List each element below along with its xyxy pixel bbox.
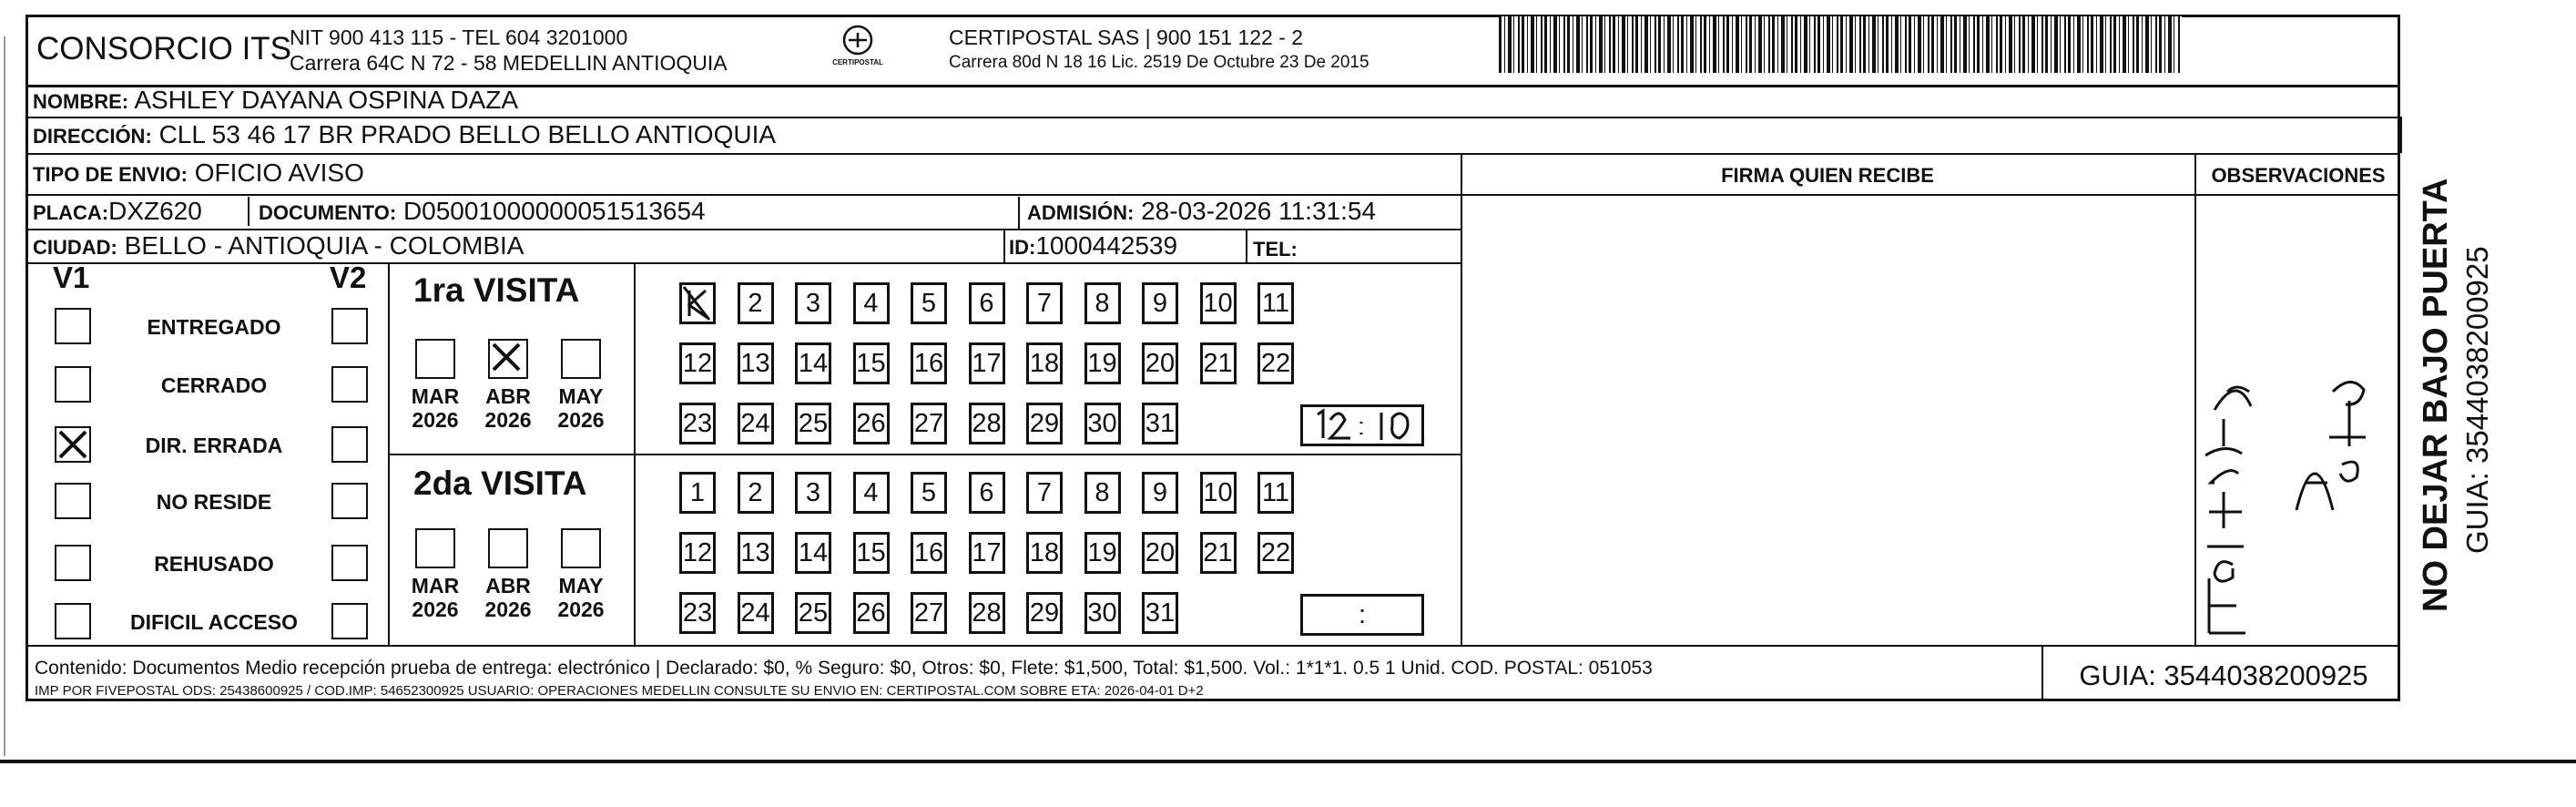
day-box[interactable]: 16	[911, 532, 947, 574]
month-year: 2026	[557, 598, 605, 621]
day-box[interactable]: 2	[738, 282, 774, 324]
day-box[interactable]: 8	[1084, 282, 1121, 324]
day-box[interactable]: 11	[1257, 472, 1294, 514]
day-box[interactable]: 22	[1257, 342, 1294, 384]
handwritten-time	[1305, 407, 1423, 444]
side-warning: NO DEJAR BAJO PUERTA	[2417, 178, 2455, 612]
divider	[1018, 197, 1020, 229]
day-box[interactable]: 10	[1200, 282, 1237, 324]
status-label: DIFICIL ACCESO	[129, 610, 298, 634]
v2-checkbox[interactable]	[331, 483, 368, 519]
type-label: TIPO DE ENVIO:	[33, 163, 188, 186]
name-value: ASHLEY DAYANA OSPINA DAZA	[134, 86, 519, 114]
day-box[interactable]: 15	[853, 342, 890, 384]
divider	[248, 197, 249, 226]
divider	[2400, 117, 2402, 153]
day-box[interactable]: 18	[1026, 532, 1063, 574]
row-line	[25, 262, 1461, 264]
doc-value: D05001000000051513654	[402, 197, 706, 225]
month-checkbox[interactable]	[415, 339, 455, 379]
v1-checkbox[interactable]	[55, 603, 91, 639]
bottom-rule	[0, 760, 2576, 763]
divider	[1461, 153, 1462, 645]
day-box[interactable]: 22	[1257, 532, 1294, 574]
city-value: BELLO - ANTIOQUIA - COLOMBIA	[124, 231, 524, 260]
day-box[interactable]: 31	[1142, 403, 1178, 444]
logo-icon	[838, 24, 878, 60]
company-nit: NIT 900 413 115 - TEL 604 3201000	[290, 26, 628, 49]
barcode	[1499, 16, 2182, 73]
day-box[interactable]: 13	[738, 532, 774, 574]
month-name: MAR	[411, 384, 460, 408]
footer-print-info: IMP POR FIVEPOSTAL ODS: 25438600925 / COD.IMP: 54652300925 USUARIO: OPERACIONES MEDELLIN CONSULTE SU ENVIO EN: CERTIPOSTAL.COM SOBRE ETA: 2026-04-01 D+2	[35, 683, 1204, 699]
day-box[interactable]: 28	[969, 403, 1005, 444]
month-name: MAY	[558, 574, 604, 598]
type-value: OFICIO AVISO	[194, 158, 364, 187]
status-label: NO RESIDE	[156, 490, 272, 514]
month-name: ABR	[485, 384, 531, 408]
v1-checkbox[interactable]	[55, 545, 91, 581]
day-box[interactable]: 11	[1257, 282, 1294, 324]
day-box[interactable]: 14	[795, 342, 831, 384]
v2-checkbox[interactable]	[331, 308, 368, 344]
v1-checkbox[interactable]	[55, 483, 91, 519]
day-box[interactable]: 21	[1200, 342, 1237, 384]
day-box[interactable]: 18	[1026, 342, 1063, 384]
observation-word-1	[0, 0, 1, 1]
footer-contents: Contenido: Documentos Medio recepción prueba de entrega: electrónico | Declarado: $0, % Seguro: $0, Otros: $0, Flete: $1,500, Total: $1,500. Vol.: 1*1*1. 0.5 1 Unid. COD. POSTAL: 051053	[35, 658, 1653, 679]
v2-checkbox[interactable]	[331, 545, 368, 581]
month-name: MAR	[411, 574, 460, 598]
v1-label: V1	[53, 260, 90, 294]
day-box[interactable]: 6	[969, 472, 1005, 514]
month-year: 2026	[484, 408, 532, 432]
day-box[interactable]: 9	[1142, 282, 1178, 324]
row-line	[25, 117, 2400, 118]
day-box[interactable]: 16	[911, 342, 947, 384]
admission-value: 28-03-2026 11:31:54	[1141, 197, 1377, 225]
id-value: 1000442539	[1035, 231, 1178, 260]
month-year: 2026	[412, 598, 459, 621]
day-box[interactable]: 20	[1142, 532, 1178, 574]
day-box[interactable]: 27	[911, 403, 947, 444]
name-label: NOMBRE:	[33, 90, 129, 113]
day-box[interactable]: 21	[1200, 532, 1237, 574]
month-label	[550, 384, 612, 432]
month-checkbox[interactable]	[415, 528, 455, 568]
day-box[interactable]: 5	[911, 282, 947, 324]
left-stub	[4, 36, 5, 756]
day-box[interactable]: 3	[795, 472, 831, 514]
month-checkbox[interactable]	[561, 528, 601, 568]
day-box[interactable]: 5	[911, 472, 947, 514]
side-guia: GUIA: 3544038200925	[2460, 246, 2494, 554]
name-row	[33, 86, 518, 115]
v1-checkbox[interactable]	[55, 366, 91, 403]
month-name: MAY	[558, 384, 604, 408]
address-label: DIRECCIÓN:	[33, 125, 152, 148]
day-box[interactable]: 14	[795, 532, 831, 574]
visit1-time[interactable]	[1300, 404, 1424, 446]
day-box[interactable]: 25	[795, 592, 831, 634]
visit2-time[interactable]: :	[1300, 594, 1424, 636]
day-box[interactable]: 1	[679, 472, 716, 514]
day-box[interactable]: 3	[795, 282, 831, 324]
city-row	[33, 231, 524, 260]
day-box[interactable]: 23	[679, 592, 716, 634]
day-box[interactable]: 10	[1200, 472, 1237, 514]
day-box[interactable]: 17	[969, 532, 1005, 574]
day-box[interactable]: 19	[1084, 342, 1121, 384]
day-box[interactable]: 30	[1084, 592, 1121, 634]
day-box[interactable]: 23	[679, 403, 716, 444]
logo-text: CERTIPOSTAL	[832, 58, 883, 66]
day-box[interactable]: 4	[853, 282, 890, 324]
day-box[interactable]: 9	[1142, 472, 1178, 514]
tel-label: TEL:	[1253, 238, 1298, 260]
admission-row	[1027, 197, 1376, 226]
city-label: CIUDAD:	[33, 236, 117, 259]
observations-text	[0, 0, 1, 1]
day-box[interactable]: 17	[969, 342, 1005, 384]
provider-name: CERTIPOSTAL SAS | 900 151 122 - 2	[949, 26, 1304, 49]
address-row	[33, 120, 776, 149]
v1-checkbox[interactable]	[55, 308, 91, 344]
day-box[interactable]: 30	[1084, 403, 1121, 444]
divider	[1003, 229, 1005, 262]
provider-address: Carrera 80d N 18 16 Lic. 2519 De Octubre 23 De 2015	[949, 53, 1369, 72]
visit1-time-text	[1303, 407, 1304, 408]
plate-row	[33, 197, 202, 226]
day-box[interactable]: 28	[969, 592, 1005, 634]
day-box[interactable]: 7	[1026, 472, 1063, 514]
admission-label: ADMISIÓN:	[1027, 201, 1135, 224]
day-box[interactable]: 31	[1142, 592, 1178, 634]
day-box[interactable]: 29	[1026, 592, 1063, 634]
month-checkbox[interactable]	[488, 339, 528, 379]
month-label	[404, 574, 466, 621]
plate-value: DXZ620	[108, 197, 202, 225]
observations-handwriting	[2196, 273, 2400, 638]
month-checkbox[interactable]	[561, 339, 601, 379]
day-box[interactable]: 26	[853, 592, 890, 634]
plate-label: PLACA:	[33, 201, 109, 224]
divider	[2041, 645, 2043, 701]
month-label	[477, 384, 539, 432]
row-line	[388, 454, 1461, 455]
doc-label: DOCUMENTO:	[259, 201, 397, 224]
v1-checkbox[interactable]	[55, 426, 91, 463]
id-label: ID:	[1009, 236, 1036, 259]
day-box[interactable]: 24	[738, 592, 774, 634]
certipostal-logo	[830, 24, 885, 75]
id-row	[1009, 231, 1177, 260]
day-box[interactable]: 15	[853, 532, 890, 574]
day-box[interactable]: 24	[738, 403, 774, 444]
status-label: DIR. ERRADA	[145, 434, 283, 457]
day-box[interactable]: 7	[1026, 282, 1063, 324]
footer-guia: GUIA: 3544038200925	[2079, 659, 2368, 691]
address-value: CLL 53 46 17 BR PRADO BELLO BELLO ANTIOQUIA	[158, 120, 777, 148]
day-box[interactable]: 4	[853, 472, 890, 514]
doc-row	[259, 197, 706, 226]
v2-checkbox[interactable]	[331, 426, 368, 463]
day-box[interactable]: 20	[1142, 342, 1178, 384]
company-address: Carrera 64C N 72 - 58 MEDELLIN ANTIOQUIA	[290, 51, 728, 75]
visit2-title: 2da VISITA	[413, 465, 587, 502]
v2-label: V2	[330, 260, 367, 294]
status-label: REHUSADO	[154, 552, 274, 576]
day-box[interactable]: 29	[1026, 403, 1063, 444]
day-box[interactable]: 6	[969, 282, 1005, 324]
day-box[interactable]: 13	[738, 342, 774, 384]
row-line	[25, 645, 2400, 647]
tel-row	[1253, 233, 1298, 262]
row-line	[25, 153, 2400, 155]
v2-checkbox[interactable]	[331, 366, 368, 403]
type-row	[33, 158, 364, 188]
day-box[interactable]: 27	[911, 592, 947, 634]
status-label: CERRADO	[160, 373, 268, 397]
month-label	[477, 574, 539, 621]
day-box[interactable]	[679, 282, 716, 324]
day-box[interactable]: 19	[1084, 532, 1121, 574]
month-year: 2026	[484, 598, 532, 621]
day-box[interactable]: 8	[1084, 472, 1121, 514]
day-box[interactable]: 26	[853, 403, 890, 444]
month-checkbox[interactable]	[488, 528, 528, 568]
day-box[interactable]: 25	[795, 403, 831, 444]
observations-header: OBSERVACIONES	[2211, 164, 2386, 187]
v2-checkbox[interactable]	[331, 603, 368, 639]
visit1-title: 1ra VISITA	[413, 271, 580, 309]
month-year: 2026	[557, 408, 605, 432]
row-line	[25, 194, 2400, 196]
month-year: 2026	[412, 408, 459, 432]
signature-header: FIRMA QUIEN RECIBE	[1721, 164, 1934, 187]
day-box[interactable]: 12	[679, 342, 716, 384]
company-name: CONSORCIO ITS	[36, 31, 292, 66]
day-box[interactable]: 12	[679, 532, 716, 574]
month-label	[404, 384, 466, 432]
status-label: ENTREGADO	[147, 315, 281, 339]
month-label	[550, 574, 612, 621]
divider	[1246, 229, 1247, 262]
day-box[interactable]: 2	[738, 472, 774, 514]
month-name: ABR	[485, 574, 531, 598]
